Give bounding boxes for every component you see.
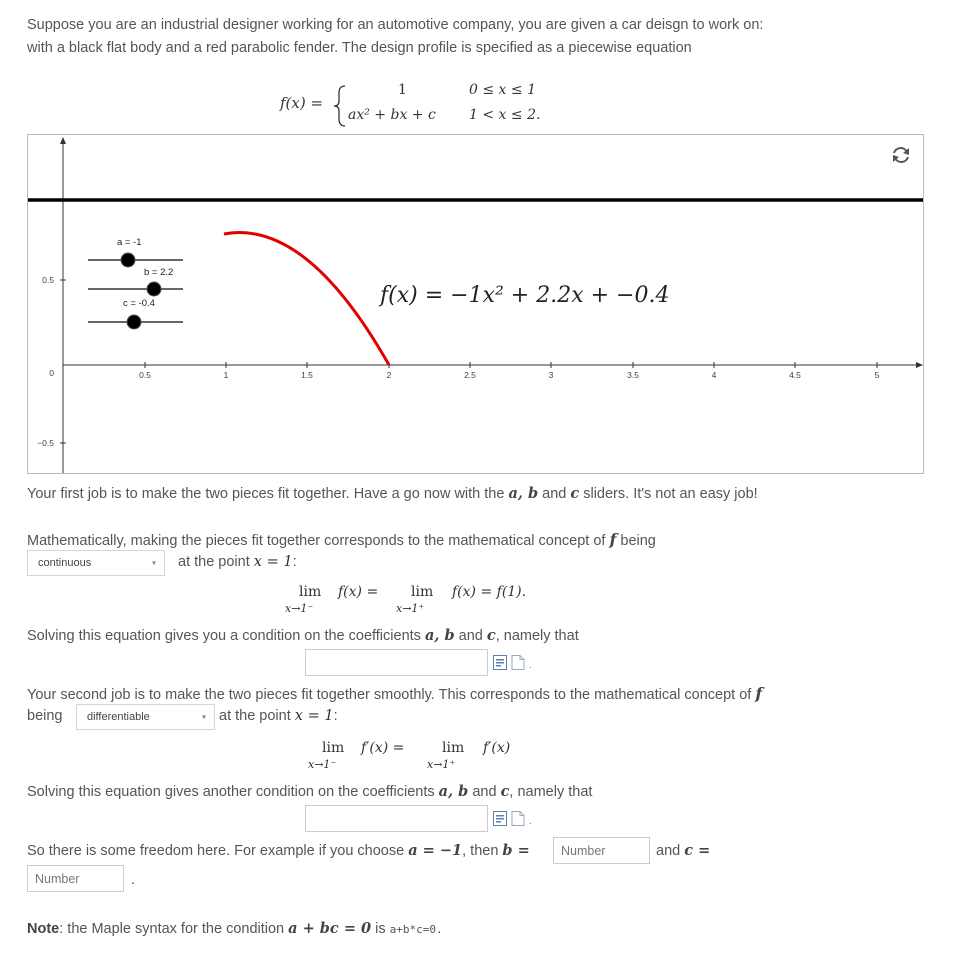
x-tick-label: 1 xyxy=(223,370,229,380)
preview-icon[interactable] xyxy=(511,655,525,670)
x-tick-label: 4 xyxy=(711,370,717,380)
y-ticks xyxy=(37,275,66,448)
x-tick-label: 1.5 xyxy=(301,370,313,380)
continuity-select[interactable]: continuous ▾ xyxy=(27,550,165,576)
concept-1-paragraph: Mathematically, making the pieces fit together corresponds to the mathematical concept of f being xyxy=(27,530,656,549)
piece-1-condition: 0 ≤ x ≤ 1 xyxy=(469,82,536,98)
left-brace-icon xyxy=(333,84,347,128)
piecewise-definition xyxy=(280,80,580,132)
x-axis-arrow-icon xyxy=(916,362,923,368)
equation-editor-icon[interactable] xyxy=(493,811,507,826)
chevron-down-icon: ▾ xyxy=(151,558,156,568)
condition-1-paragraph: Solving this equation gives you a condition on the coefficients a, b and c, namely that xyxy=(27,627,579,644)
freedom-paragraph: So there is some freedom here. For example if you choose a = −1, then b = xyxy=(27,842,530,859)
x-tick-label: 0.5 xyxy=(139,370,151,380)
slider-b-handle[interactable] xyxy=(147,282,161,296)
limit-equation-1: lim f(x) = x→1⁻ lim f(x) = f(1). x→1⁺ xyxy=(285,584,527,615)
slider-c-handle[interactable] xyxy=(127,315,141,329)
equation-editor-icon[interactable] xyxy=(493,655,507,670)
piece-1-expr: 1 xyxy=(398,82,407,98)
job-2-point: at the point x = 1: xyxy=(219,708,338,724)
slider-c[interactable] xyxy=(88,298,183,329)
condition-2-answer-field[interactable] xyxy=(305,805,488,832)
slider-b-label: b = 2.2 xyxy=(144,267,174,278)
formula-label: f(x) = −1x² + 2.2x + −0.4 xyxy=(380,283,670,308)
chevron-down-icon: ▾ xyxy=(201,712,206,722)
freedom-and-c: and c = xyxy=(656,842,711,859)
piecewise-lhs: f(x) = xyxy=(280,94,324,112)
x-tick-label: 5 xyxy=(874,370,880,380)
concept-1-point: at the point x = 1: xyxy=(178,554,297,570)
x-tick-label: 3 xyxy=(548,370,554,380)
c-number-input[interactable]: Number xyxy=(27,865,124,892)
x-tick-label: 4.5 xyxy=(789,370,801,380)
job-2-being: being xyxy=(27,708,63,724)
parabolic-fender-curve xyxy=(224,233,389,365)
y-tick-label: −0.5 xyxy=(37,438,54,448)
intro-line-1: Suppose you are an industrial designer working for an automotive company, you are given a car deisgn to work on: xyxy=(27,17,764,33)
intro-line-2: with a black flat body and a red parabolic fender. The design profile is specified as a piecewise equation xyxy=(27,40,692,56)
x-tick-label: 3.5 xyxy=(627,370,639,380)
graph-canvas[interactable] xyxy=(28,135,923,473)
preview-icon[interactable] xyxy=(511,811,525,826)
y-axis-arrow-icon xyxy=(60,137,66,144)
slider-a-handle[interactable] xyxy=(121,253,135,267)
condition-1-answer-field[interactable] xyxy=(305,649,488,676)
dot-separator: . xyxy=(529,660,532,671)
refresh-icon[interactable] xyxy=(893,148,909,162)
x-tick-label: 2.5 xyxy=(464,370,476,380)
slider-c-label: c = -0.4 xyxy=(123,298,155,309)
piece-2-condition: 1 < x ≤ 2. xyxy=(469,107,541,123)
x-tick-label: 2 xyxy=(386,370,392,380)
job-2-paragraph: Your second job is to make the two pieces fit together smoothly. This corresponds to the mathematical concept of f xyxy=(27,684,763,703)
job-1-paragraph: Your first job is to make the two pieces fit together. Have a go now with the a, b and c sliders. It's not an easy job! xyxy=(27,485,758,502)
differentiability-select[interactable]: differentiable ▾ xyxy=(76,704,215,730)
graph-applet[interactable] xyxy=(27,134,924,474)
y-tick-label: 0.5 xyxy=(42,275,54,285)
dot-separator: . xyxy=(529,816,532,827)
note-paragraph: Note: the Maple syntax for the condition a + bc = 0 is a+b*c=0. xyxy=(27,920,443,937)
piece-2-expr: ax² + bx + c xyxy=(348,107,436,123)
y-tick-label: 0 xyxy=(49,368,54,378)
slider-b[interactable] xyxy=(88,267,183,296)
freedom-period: . xyxy=(131,872,136,888)
b-number-input[interactable]: Number xyxy=(553,837,650,864)
limit-equation-2: lim f′(x) = x→1⁻ lim f′(x) x→1⁺ xyxy=(308,740,511,771)
condition-2-paragraph: Solving this equation gives another condition on the coefficients a, b and c, namely that xyxy=(27,783,593,800)
slider-a[interactable] xyxy=(88,237,183,267)
slider-a-label: a = -1 xyxy=(117,237,142,248)
